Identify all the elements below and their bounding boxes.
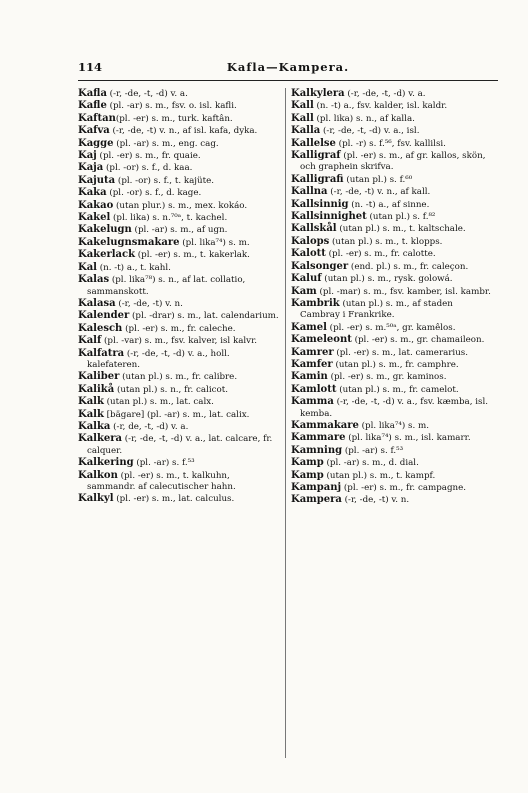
dictionary-entry: [78, 187, 280, 199]
dictionary-entry: [78, 274, 280, 298]
entry-body: (pl. -mar) s. m., fsv. kamber, isl. kambr.: [316, 286, 491, 297]
entry-body: (pl. -er) s. m., fr. quaie.: [96, 151, 201, 162]
entry-body: (utan pl.) s. m., t. kampf.: [323, 470, 436, 481]
entry-body: (pl. -er) s. m., af gr. kallos, skön, och graphein skrifva.: [300, 151, 486, 173]
entry-body: (utan pl.) s. f.⁶⁰: [343, 174, 413, 185]
entry-body: (utan pl.) s. m., af staden Cambray i Frankrike.: [300, 298, 453, 321]
dictionary-entry: [291, 174, 493, 186]
dictionary-entry: [291, 150, 493, 174]
entry-body: (pl. -er) s. m., fr. campagne.: [341, 483, 467, 493]
dictionary-entry: [78, 421, 280, 433]
entry-body: (-r, -de, -t, -d) v. a.: [344, 89, 426, 99]
entry-body: (pl. -ar) s. m., d. dial.: [323, 458, 419, 469]
entry-headword: Kallsinnighet: [291, 211, 367, 223]
dictionary-entry: [291, 470, 493, 482]
entry-body: (-r, -de, -t) v. n.: [341, 495, 410, 506]
entry-body: (pl. -er) s. m., lat. calculus.: [113, 494, 235, 505]
right-column: [291, 88, 493, 507]
entry-headword: Kampera: [291, 494, 342, 506]
dictionary-entry: [78, 249, 280, 261]
entry-headword: Kakel: [78, 212, 111, 224]
entry-body: (utan pl.) s. m., t. klopps.: [329, 236, 443, 247]
dictionary-entry: [78, 224, 280, 236]
entry-body: [bägare] (pl. -ar) s. m., lat. calix.: [103, 409, 250, 420]
dictionary-entry: [78, 88, 280, 100]
left-column: [78, 88, 280, 506]
dictionary-entry: [78, 384, 280, 396]
dictionary-entry: [78, 470, 280, 494]
entry-headword: Kalas: [78, 274, 110, 286]
entry-body: (-r, -de, -t, -d) v. a., lat. calcare, fr. calquer.: [87, 434, 273, 456]
dictionary-entry: [78, 113, 280, 125]
entry-body: (pl. lika) s. n.⁷⁰ᵃ, t. kachel.: [110, 213, 228, 224]
dictionary-entry: [291, 457, 493, 469]
entry-body: (-r, -de, -t, -d) v. a., isl.: [320, 126, 420, 137]
entry-body: (n. -t) a., t. kahl.: [96, 262, 171, 273]
dictionary-entry: [78, 396, 280, 408]
entry-headword: Kalkering: [78, 457, 134, 469]
entry-headword: Kamp: [291, 457, 324, 469]
entry-headword: Kamp: [291, 469, 324, 481]
entry-headword: Kalkera: [78, 433, 123, 445]
entry-body: (pl. -ar) s. m., af ugn.: [131, 225, 228, 236]
entry-body: (n. -t) a., fsv. kalder, isl. kaldr.: [313, 101, 448, 112]
entry-headword: Kalikå: [78, 383, 115, 395]
entry-headword: Kalasa: [78, 297, 116, 309]
entry-headword: Kalesch: [78, 322, 123, 334]
entry-headword: Kambrik: [291, 297, 340, 309]
entry-body: (pl. -ar) s. m., fsv. o. isl. kafli.: [106, 101, 237, 112]
dictionary-entry: [78, 310, 280, 322]
entry-headword: Kafla: [78, 88, 107, 99]
entry-headword: Kall: [291, 100, 314, 112]
entry-headword: Kalfatra: [78, 347, 125, 359]
entry-headword: Kafva: [78, 125, 110, 137]
dictionary-entry: [78, 433, 280, 457]
dictionary-entry: [291, 138, 493, 150]
entry-headword: Kalk: [78, 408, 104, 420]
entry-body: (pl. -er) s. m., gr. kaminos.: [327, 372, 447, 383]
entry-body: (pl. -var) s. m., fsv. kalver, isl kalvr.: [101, 336, 258, 347]
entry-headword: Kalf: [78, 335, 102, 347]
dictionary-entry: [291, 286, 493, 298]
dictionary-entry: [291, 100, 493, 112]
dictionary-entry: [78, 125, 280, 137]
entry-headword: Kamrer: [291, 346, 334, 358]
dictionary-entry: [291, 113, 493, 125]
dictionary-entry: [291, 186, 493, 198]
entry-body: (pl. lika⁷⁴) s. m., isl. kamarr.: [345, 433, 471, 444]
page-header: [78, 60, 498, 76]
entry-headword: Kampanj: [291, 482, 342, 493]
entry-headword: Kallskål: [291, 223, 337, 235]
dictionary-entry: [291, 359, 493, 371]
entry-headword: Kammakare: [291, 419, 359, 431]
entry-body: (pl. -er) s. m.⁵⁰ᵃ, gr. kamêlos.: [326, 322, 456, 333]
dictionary-entry: [78, 162, 280, 174]
entry-headword: Kamin: [291, 371, 328, 383]
entry-body: (pl. lika⁷⁴) s. m.: [179, 237, 250, 248]
dictionary-entry: [291, 199, 493, 211]
entry-body: (pl. -er) s. m., fr. calotte.: [325, 249, 436, 260]
entry-body: (-r, -de, -t, -d) v. a., holl. kalefateren.: [87, 348, 230, 370]
dictionary-entry: [291, 420, 493, 432]
dictionary-entry: [78, 237, 280, 249]
entry-headword: Kafle: [78, 100, 107, 112]
entry-headword: Kall: [291, 112, 314, 124]
entry-headword: Kameleont: [291, 334, 352, 346]
entry-headword: Kalkylera: [291, 88, 345, 99]
entry-headword: Kamma: [291, 396, 334, 408]
dictionary-entry: [78, 323, 280, 335]
entry-headword: Kallelse: [291, 137, 336, 149]
dictionary-entry: [291, 248, 493, 260]
dictionary-entry: [78, 150, 280, 162]
entry-body: (n. -t) a., af sinne.: [348, 199, 430, 210]
entry-body: (-r, -de, -t, -d) v. a.: [106, 89, 188, 99]
entry-headword: Kalkyl: [78, 493, 114, 505]
page-title: Kafla—Kampera.: [226, 60, 350, 74]
entry-body: (pl. lika) s. n., af kalla.: [313, 113, 415, 124]
entry-headword: Kamel: [291, 321, 327, 333]
entry-headword: Kalops: [291, 235, 330, 247]
entry-headword: Kakelugn: [78, 224, 132, 236]
entry-headword: Kalott: [291, 248, 326, 260]
entry-body: (-r, -de, -t) v. n., af isl. kafa, dyka.: [109, 126, 258, 137]
entry-headword: Kamning: [291, 444, 343, 456]
entry-headword: Kalla: [291, 125, 321, 137]
dictionary-entry: [291, 494, 493, 506]
dictionary-entry: [291, 261, 493, 273]
entry-headword: Kajuta: [78, 174, 116, 186]
entry-body: (utan pl.) s. m., rysk. golowá.: [321, 274, 453, 285]
dictionary-entry: [78, 457, 280, 469]
dictionary-entry: [291, 88, 493, 100]
dictionary-entry: [291, 347, 493, 359]
entry-headword: Kallna: [291, 186, 328, 198]
dictionary-entry: [78, 409, 280, 421]
dictionary-entry: [291, 371, 493, 383]
entry-body: (utan pl.) s. m., fr. camphre.: [332, 359, 459, 370]
entry-headword: Kaj: [78, 150, 97, 162]
entry-body: (-r, de, -t, -d) v. a.: [110, 421, 189, 432]
entry-body: (utan pl.) s. m., fr. calibre.: [119, 372, 238, 383]
entry-headword: Kam: [291, 285, 317, 297]
entry-body: (pl. -er) s. m., fr. caleche.: [122, 323, 236, 334]
dictionary-entry: [78, 138, 280, 150]
entry-headword: Kaliber: [78, 371, 120, 383]
entry-headword: Kaja: [78, 162, 104, 174]
entry-body: (utan pl.) s. m., t. kaltschale.: [336, 224, 466, 235]
page-number: 114: [78, 60, 103, 74]
dictionary-entry: [291, 236, 493, 248]
entry-headword: Kammare: [291, 432, 346, 444]
entry-body: (pl. lika⁷⁸) s. n., af lat. collatio, sammanskott.: [87, 275, 246, 297]
entry-headword: Kalligraf: [291, 150, 341, 162]
dictionary-entry: [291, 273, 493, 285]
dictionary-entry: [291, 384, 493, 396]
dictionary-entry: [78, 298, 280, 310]
dictionary-entry: [78, 200, 280, 212]
entry-body: (pl. lika⁷⁴) s. m.: [358, 420, 429, 431]
entry-headword: Kakerlack: [78, 249, 136, 261]
dictionary-entry: [291, 396, 493, 420]
dictionary-entry: [291, 445, 493, 457]
entry-body: (-r, -de, -t) v. n.: [115, 298, 183, 309]
entry-body: (utan pl.) s. m., lat. calx.: [103, 397, 214, 408]
entry-body: (end. pl.) s. m., fr. caleçon.: [348, 261, 469, 272]
entry-headword: Kal: [78, 261, 97, 273]
dictionary-entry: [291, 211, 493, 223]
entry-body: (pl. -or) s. f., d. kaa.: [103, 163, 193, 174]
entry-body: (pl. -r) s. f.⁵⁶, fsv. kallilsi.: [335, 138, 446, 149]
entry-body: (pl. -or) s. f., d. kage.: [106, 188, 202, 199]
entry-headword: Kalsonger: [291, 260, 349, 272]
dictionary-entry: [78, 212, 280, 224]
dictionary-entry: [78, 335, 280, 347]
entry-headword: Kakelugnsmakare: [78, 236, 180, 248]
entry-body: (pl. -er) s. m., lat. camerarius.: [333, 347, 469, 358]
entry-body: (pl. -drar) s. m., lat. calendarium.: [129, 311, 279, 322]
entry-headword: Kaftan: [78, 112, 116, 124]
dictionary-entry: [291, 298, 493, 322]
dictionary-entry: [291, 482, 493, 494]
entry-headword: Kagge: [78, 137, 114, 149]
entry-headword: Kallsinnig: [291, 198, 349, 210]
entry-body: (pl. -ar) s. f.⁵³: [133, 458, 195, 469]
entry-body: (pl. -er) s. m., t. kalkuhn, sammandr. af calecutischer hahn.: [87, 470, 236, 492]
entry-body: (pl. -or) s. f., t. kajüte.: [115, 175, 214, 186]
dictionary-entry: [291, 334, 493, 346]
entry-body: (pl. -ar) s. m., eng. cag.: [113, 138, 219, 149]
entry-headword: Kamlott: [291, 383, 337, 395]
entry-headword: Kamfer: [291, 358, 333, 370]
entry-headword: Kalkon: [78, 469, 118, 481]
entry-headword: Kalk: [78, 396, 104, 408]
entry-body: (pl. -er) s. m., gr. chamaileon.: [351, 335, 485, 346]
dictionary-entry: [78, 100, 280, 112]
dictionary-entry: [291, 223, 493, 235]
dictionary-entry: [291, 432, 493, 444]
entry-headword: Kalligrafi: [291, 173, 344, 185]
entry-headword: Kaluf: [291, 273, 322, 285]
entry-body: (utan pl.) s. n., fr. calicot.: [114, 384, 228, 395]
entry-body: (-r, -de, -t) v. n., af kall.: [327, 187, 431, 198]
entry-headword: Kalender: [78, 310, 130, 322]
dictionary-entry: [78, 493, 280, 505]
entry-body: (utan plur.) s. m., mex. kokáo.: [113, 200, 248, 211]
entry-body: (pl. -ar) s. f.⁵³: [342, 445, 404, 456]
dictionary-entry: [78, 175, 280, 187]
entry-headword: Kaka: [78, 187, 107, 199]
header-rule: [78, 80, 498, 81]
entry-headword: Kalka: [78, 420, 111, 432]
dictionary-entry: [78, 348, 280, 372]
column-divider: [285, 88, 286, 758]
entry-body: (pl. -er) s. m., t. kakerlak.: [135, 250, 250, 261]
dictionary-entry: [291, 125, 493, 137]
dictionary-entry: [78, 262, 280, 274]
entry-headword: Kakao: [78, 199, 114, 211]
entry-body: (pl. -er) s. m., turk. kaftân.: [115, 113, 233, 124]
dictionary-entry: [291, 322, 493, 334]
entry-body: (utan pl.) s. m., fr. camelot.: [336, 384, 459, 395]
dictionary-entry: [78, 371, 280, 383]
entry-body: (-r, -de, -t, -d) v. a., fsv. kæmba, isl. kemba.: [300, 397, 489, 419]
entry-body: (utan pl.) s. f.⁸²: [366, 212, 436, 223]
